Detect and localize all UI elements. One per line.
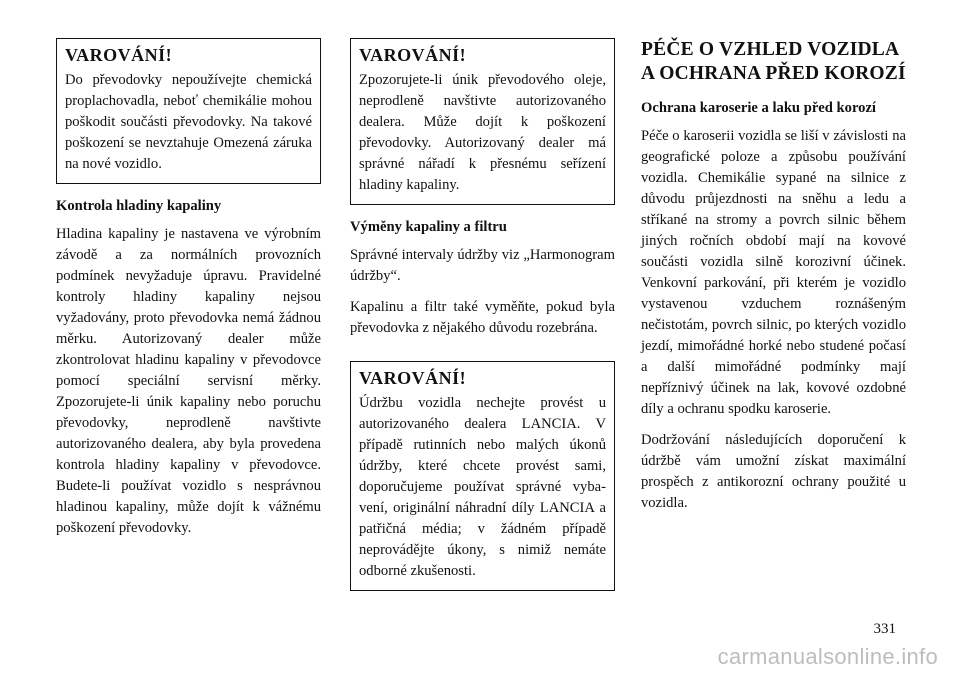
warning-text: Zpozorujete-li únik převodového oleje, neprodleně navštivte autorizovaného dealera. Může dojít k poškození převodovky. Autorizovaný dealer má správné nářadí k přesnému seřízení hladiny kapaliny.: [359, 72, 606, 193]
warning-title: VAROVÁNÍ!: [359, 45, 467, 65]
column-2: [350, 38, 615, 603]
column-3: [641, 38, 906, 524]
warning-box-chemical-flush: [56, 38, 321, 184]
warning-title: VAROVÁNÍ!: [65, 45, 173, 65]
warning-title: VAROVÁNÍ!: [359, 368, 467, 388]
warning-box-oil-leak: [350, 38, 615, 205]
page-number: 331: [873, 621, 896, 637]
warning-text: Údržbu vozidla nechejte provést u autorizovaného dealera LANCIA. V případě rutinních nebo malých úkonů údržby, které chcete provést sami, doporučujeme používat správné vybavení, originální náhradní díly LANCIA a patřičná média; v žádném případě neprovádějte úkony, s nimiž nemáte odborné zkušenosti.: [359, 395, 606, 579]
subheading-body-protection: Ochrana karoserie a laku před korozí: [641, 100, 876, 116]
section-heading: PÉČE O VZHLED VOZIDLA A OCHRANA PŘED KOROZÍ: [641, 39, 906, 84]
paragraph-maintenance-schedule: Správné intervaly údržby viz „Harmonogram údržby“.: [350, 247, 615, 284]
warning-box-dealer-service: [350, 361, 615, 591]
paragraph-fluid-level: Hladina kapaliny je nastavena ve výrobním závodě a za normálních provozních podmínek nevyžaduje úpravu. Pravidelné kontroly hladiny kapaliny nejsou vyžadovány, proto převodovka nemá žádnou měrku. Autorizovaný dealer může zkontrolovat hladinu kapaliny v převodovce pomocí speciální servisní měrky. Zpozorujete-li únik kapaliny nebo poruchu převodovky, neprodleně navštivte autorizovaného dealera, aby byla provedena kontrola hladiny kapaliny v převodovce. Budete-li používat vozidlo s nesprávnou hladinou kapaliny, může dojít k vážnému poškození převodovky.: [56, 226, 321, 536]
paragraph-filter-change: Kapalinu a filtr také vyměňte, pokud byla převodovka z nějakého důvodu rozebrána.: [350, 299, 615, 336]
paragraph-recommendations: Dodržování následujících doporučení k údržbě vám umožní získat maximální prospěch z antikorozní ochrany použité u vozidla.: [641, 432, 906, 511]
column-1: [56, 38, 321, 549]
subheading-fluid-level-check: Kontrola hladiny kapaliny: [56, 198, 222, 214]
warning-text: Do převodovky nepoužívejte chemická proplachovadla, neboť chemikálie mohou poškodit součásti převodovky. Na takové poškození se nevztahuje Omezená záruka na nové vozidlo.: [65, 72, 312, 172]
watermark: carmanualsonline.info: [717, 644, 938, 669]
subheading-fluid-filter-change: Výměny kapaliny a filtru: [350, 219, 507, 235]
paragraph-body-care: Péče o karoserii vozidla se liší v závislosti na geografické poloze a způsobu používání vozidla. Chemikálie sypané na silnice z důvodu průjezdnosti na sněhu a ledu a stříkané na stromy a povrch silnic během jiných ročních období mají na kovové součásti vozidla silně korozivní účinek. Venkovní parkování, při kterém je vozidlo vystavenou vzduchem roznášeným nečistotám, povrch silnic, po kterých vozidlo jezdí, mimořádné horké nebo studené počasí a další mimořádné podmínky mají nepříznivý účinek na lak, kovové ozdobné díly a ochranu spodku karoserie.: [641, 128, 906, 417]
